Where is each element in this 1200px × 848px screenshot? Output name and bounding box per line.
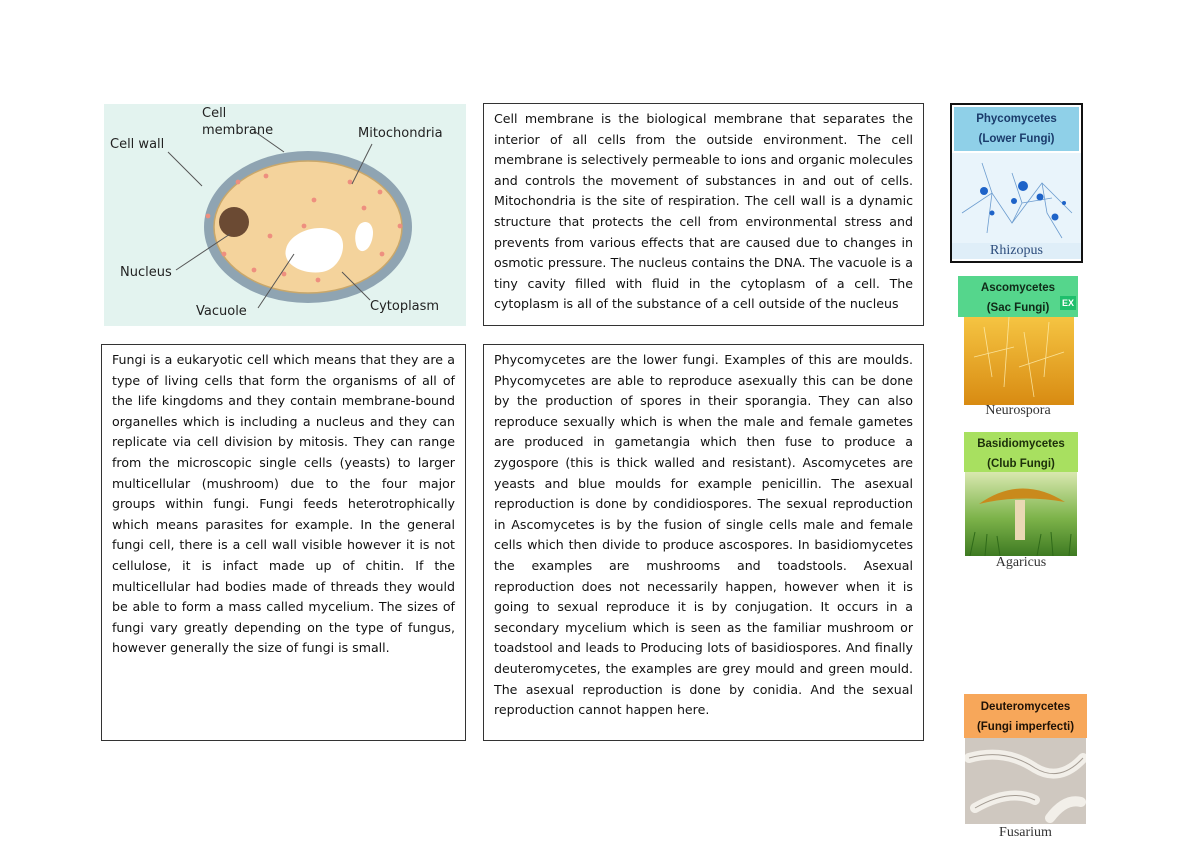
- ascomycetes-caption: Neurospora: [985, 403, 1051, 418]
- basidiomycetes-subtitle: (Club Fungi): [987, 458, 1055, 470]
- deuteromycetes-title: Deuteromycetes: [980, 701, 1071, 713]
- label-mitochondria: Mitochondria: [358, 126, 443, 141]
- phycomycetes-title: Phycomycetes: [976, 113, 1057, 125]
- label-cell-membrane-line1: Cell: [202, 106, 227, 121]
- label-nucleus: Nucleus: [120, 265, 172, 280]
- label-cell-membrane-line2: membrane: [202, 123, 274, 138]
- ascomycetes-card: [958, 276, 1078, 418]
- phycomycetes-subtitle: (Lower Fungi): [978, 133, 1055, 145]
- example-tag: EX: [1061, 298, 1074, 308]
- label-cytoplasm: Cytoplasm: [370, 299, 440, 314]
- rhizopus-image: [952, 153, 1081, 248]
- label-vacuole: Vacuole: [196, 304, 247, 319]
- fungi-groups-box: [483, 344, 924, 741]
- nucleus-shape: [219, 207, 249, 237]
- phycomycetes-caption: Rhizopus: [952, 243, 1081, 259]
- deuteromycetes-header: [964, 694, 1087, 738]
- neurospora-image: [964, 317, 1074, 405]
- basidiomycetes-card: [964, 432, 1078, 570]
- ascomycetes-header: [958, 276, 1078, 317]
- deuteromycetes-caption: Fusarium: [999, 825, 1052, 840]
- deuteromycetes-card: [964, 694, 1087, 840]
- cell-description-box: [483, 103, 924, 326]
- basidiomycetes-header: [964, 432, 1078, 472]
- basidiomycetes-title: Basidiomycetes: [977, 438, 1065, 450]
- fungi-groups-text: Phycomycetes are the lower fungi. Examples of this are moulds. Phycomycetes are able to reproduce asexually this can be done by the production of spores in their sporangia. They can also reproduce sexually which is when the male and female gametes are produced in gametangia which then fuse to produce a zygospore (this is thick walled and resistant). Ascomycetes are yeasts and blue moulds for example penicillin. The asexual reproduction is done by condidiospores. The sexual reproduction in Ascomycetes is by the fusion of single cells male and female cells which then divide to produce ascospores. In basidiomycetes the examples are mushrooms and toadstools. Asexual reproduction does not necessarily happen, however when it is going to sexual reproduce it is by conjugation. It occurs in a secondary mycelium which is seen as the familiar mushroom or toadstool and leads to Producing lots of basidiospores. And finally deuteromycetes, the examples are grey mould and green mould. The asexual reproduction is done by conidia. And the sexual reproduction cannot happen here.: [494, 352, 913, 718]
- basidiomycetes-caption: Agaricus: [995, 555, 1047, 570]
- phycomycetes-header: [954, 107, 1079, 151]
- ascomycetes-title: Ascomycetes: [980, 282, 1056, 294]
- cell-diagram: [104, 104, 466, 326]
- fungi-description-text: Fungi is a eukaryotic cell which means that they are a type of living cells that form the organisms of all of the life kingdoms and they contain membrane-bound organelles which is including a nucleus and they can replicate via cell division by mitosis. They can range from the microscopic single cells (yeasts) to larger multicellular (mushroom) due to the four major groups within fungi. Fungi feeds heterotrophically which means parasites for example. In the general fungi cell, there is a cell wall visible however it is not cellulose, it is infact made up of chitin. If the multicellular had bodies made of threads they would be able to form a mass called mycelium. The sizes of fungi vary greatly depending on the type of fungus, however generally the size of fungi is small.: [112, 352, 455, 656]
- ascomycetes-subtitle: (Sac Fungi): [986, 302, 1050, 314]
- fusarium-image: [965, 738, 1086, 824]
- phycomycetes-card: [950, 103, 1083, 263]
- label-cell-wall: Cell wall: [110, 137, 165, 152]
- cell-description-text: Cell membrane is the biological membrane that separates the interior of all cells from the outside environment. The cell membrane is selectively permeable to ions and organic molecules and controls the movement of substances in and out of cells. Mitochondria is the site of respiration. The cell wall is a dynamic structure that protects the cell from environmental stress and prevents from various effects that are caused due to changes in osmotic pressure. The nucleus contains the DNA. The vacuole is a tiny cavity filled with fluid in the cytoplasm of a cell. The cytoplasm is all of the substance of a cell outside of the nucleus: [494, 111, 913, 312]
- fungi-description-box: [101, 344, 466, 741]
- deuteromycetes-subtitle: (Fungi imperfecti): [976, 721, 1075, 733]
- agaricus-image: [965, 472, 1077, 556]
